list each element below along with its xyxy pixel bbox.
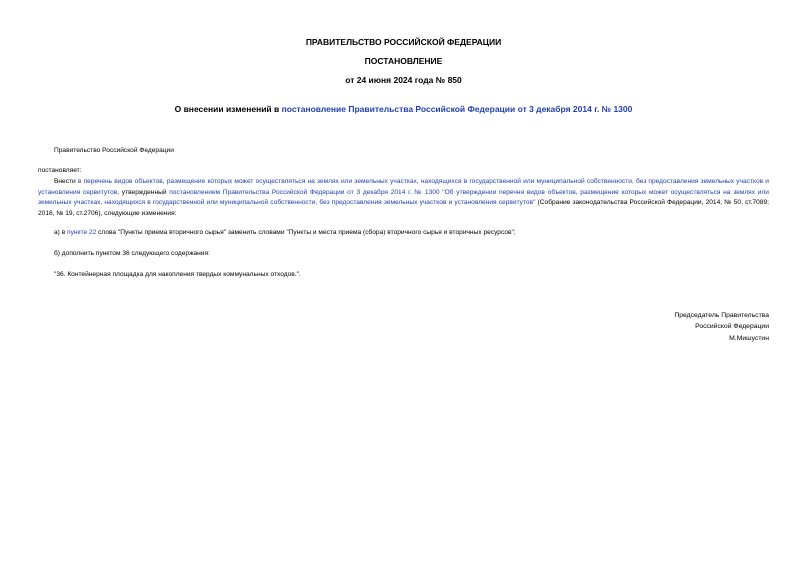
item-a-link[interactable]: пункте 22	[67, 229, 97, 236]
signature-org: Российской Федерации	[695, 323, 769, 331]
decides-line: постановляет:	[38, 167, 82, 174]
p1-end: (Собрание законодательства Российской Федерации, 2014, № 50, ст.7089; 2016, № 19, ст.2706), следующие изменения:	[38, 199, 769, 217]
issuer-line: Правительство Российской Федерации	[54, 147, 174, 154]
p1-start: Внести	[54, 178, 78, 185]
document-type: ПОСТАНОВЛЕНИЕ	[364, 56, 443, 66]
main-paragraph	[38, 177, 769, 219]
signature-block	[674, 310, 769, 344]
item-a-start: а) в	[54, 229, 68, 236]
title-prefix: О внесении изменений в	[174, 104, 282, 114]
p1-link-decree[interactable]: постановлением Правительства Российской Федерации от 3 декабря 2014 г. № 1300 "Об утверждении перечня видов объектов, размещение которых может осуществляться на землях или земельных участках, находящихся в государственной или муниципальной собственности, без предоставления земельных участков и установления сервитутов"	[38, 188, 769, 207]
document-title	[0, 104, 807, 114]
item-a	[54, 228, 516, 239]
government-heading: ПРАВИТЕЛЬСТВО РОССИЙСКОЙ ФЕДЕРАЦИИ	[305, 37, 502, 47]
item-b: б) дополнить пунктом 36 следующего содержания:	[54, 250, 210, 257]
title-link[interactable]: постановление Правительства Российской Федерации от 3 декабря 2014 г. № 1300	[281, 104, 633, 114]
signature-title: Председатель Правительства	[674, 312, 769, 319]
p1-link-list[interactable]: в перечень видов объектов, размещение которых может осуществляться на землях или земельных участках, находящихся в государственной или муниципальной собственности, без предоставления земельных участков и установления сервитутов	[38, 178, 769, 196]
p1-mid: , утвержденный	[117, 188, 170, 196]
signature-name: М.Мишустин	[729, 334, 769, 342]
document-date-number: от 24 июня 2024 года № 850	[345, 75, 462, 85]
quoted-item: "36. Контейнерная площадка для накопления твердых коммунальных отходов.".	[54, 271, 301, 278]
item-a-end: слова "Пункты приема вторичного сырья" заменить словами "Пункты и места приема (сбора) вторичного сырья и вторичных ресурсов";	[96, 229, 516, 236]
